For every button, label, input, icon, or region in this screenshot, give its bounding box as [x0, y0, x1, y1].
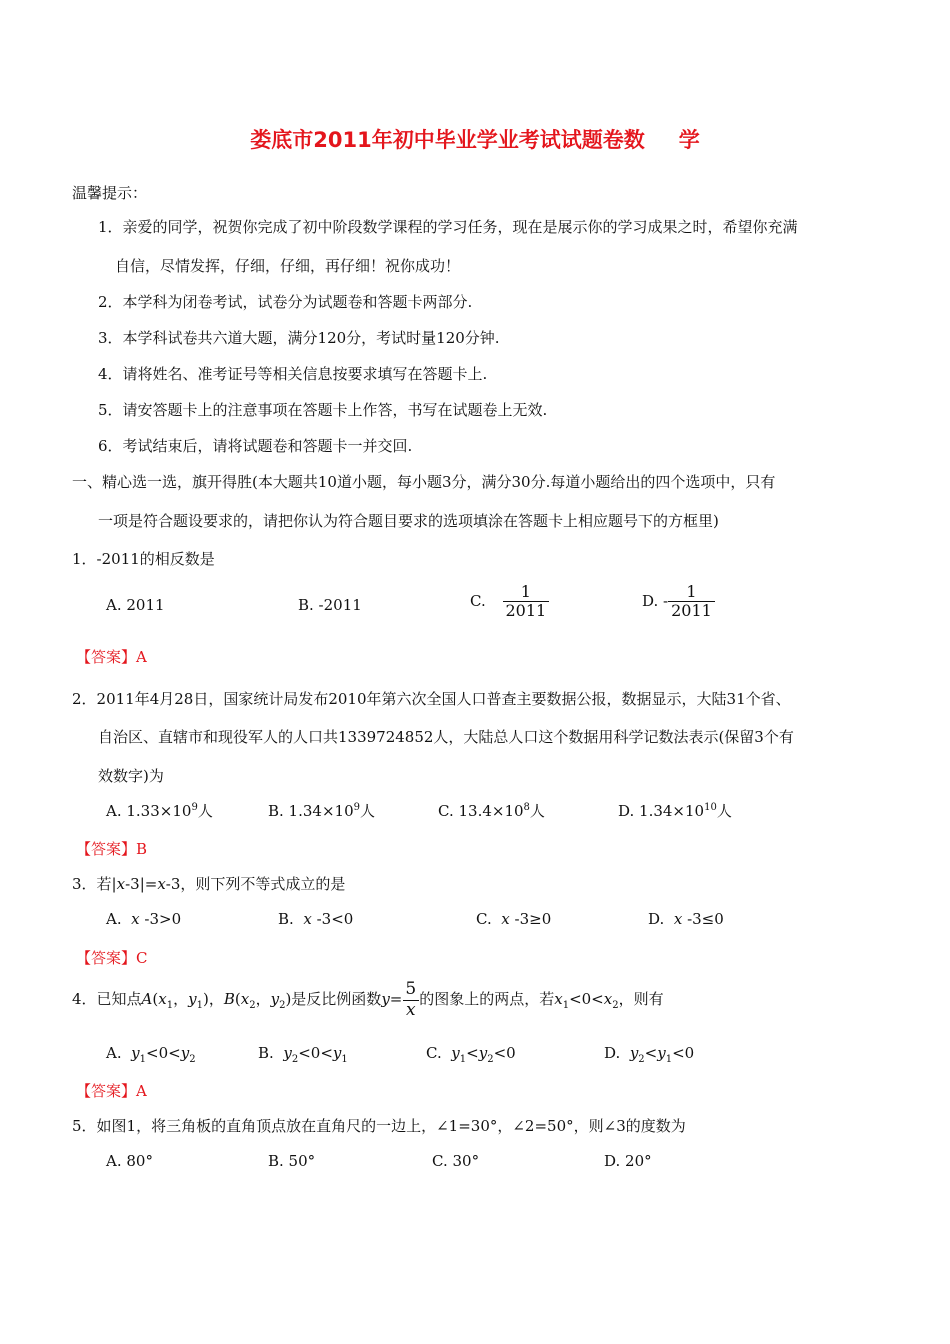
- q1-answer-prefix: 【答案】: [76, 648, 137, 666]
- tip-3: 3．本学科试卷共六道大题，满分120分，考试时量120分钟.: [98, 329, 500, 347]
- q4-option-b: [258, 1044, 348, 1065]
- q2-b-unit: 人: [360, 802, 376, 820]
- q5-option-a: A. 80°: [106, 1152, 153, 1170]
- q5-option-b: B. 50°: [268, 1152, 316, 1170]
- q4-b-comma: ，: [255, 990, 271, 1009]
- q3-stem-var2: x: [157, 875, 166, 893]
- q3-option-d: [648, 910, 724, 928]
- q4-a-mid: <0<: [146, 1044, 181, 1062]
- q2-answer-value: B: [136, 840, 148, 858]
- q3-option-b: [278, 910, 353, 928]
- q4-b-v1-sub: 2: [291, 1054, 299, 1065]
- q4-a-v1: y: [131, 1044, 140, 1062]
- q4-point-a: A: [141, 990, 153, 1009]
- q1-stem: 1．-2011的相反数是: [72, 550, 215, 568]
- q3-option-a: [106, 910, 181, 928]
- q4-d-label: D.: [604, 1044, 621, 1062]
- q4-c-v1: y: [451, 1044, 460, 1062]
- q2-answer: [76, 838, 147, 859]
- q3-a-var: x: [131, 910, 140, 928]
- section1-line2: 一项是符合题设要求的，请把你认为符合题目要求的选项填涂在答题卡上相应题号下的方框里): [98, 512, 719, 530]
- q4-a-x-sub: 1: [166, 1000, 174, 1012]
- q4-b-y-sub: 2: [279, 1000, 286, 1012]
- q3-stem-mid: -3|=: [125, 875, 158, 893]
- tip-4: 4．请将姓名、准考证号等相关信息按要求填写在答题卡上.: [98, 365, 488, 383]
- q2-line1: 2．2011年4月28日，国家统计局发布2010年第六次全国人口普查主要数据公报，数据显示，大陆31个省、: [72, 690, 791, 708]
- tip-2: 2．本学科为闭卷考试，试卷分为试题卷和答题卡两部分.: [98, 293, 473, 311]
- q4-stem-mid: 是反比例函数: [291, 990, 382, 1009]
- q1-d-denominator: 2011: [668, 601, 715, 620]
- q1-answer: [76, 646, 147, 667]
- q4-c-v1-sub: 1: [459, 1054, 467, 1065]
- q2-b-base: B. 1.34×10: [268, 802, 354, 820]
- q3-d-label: D.: [648, 910, 665, 928]
- q4-stem-after: 的图象上的两点，若: [419, 990, 555, 1009]
- q4-b-label: B.: [258, 1044, 274, 1062]
- q4-cond-x1-sub: 1: [562, 1000, 570, 1012]
- q1-option-a: A. 2011: [106, 596, 165, 614]
- q4-a-label: A.: [106, 1044, 122, 1062]
- q4-c-label: C.: [426, 1044, 442, 1062]
- q4-func-eq: =: [389, 990, 403, 1009]
- q2-a-base: A. 1.33×10: [106, 802, 192, 820]
- q4-a-comma: ，: [173, 990, 189, 1009]
- q1-option-c: [470, 583, 549, 621]
- tip-1: 1．亲爱的同学，祝贺你完成了初中阶段数学课程的学习任务，现在是展示你的学习成果之时，希望你充满: [98, 218, 798, 236]
- q3-a-label: A.: [106, 910, 122, 928]
- q4-answer-value: A: [136, 1082, 147, 1100]
- q4-a-v2-sub: 2: [189, 1054, 196, 1065]
- q2-option-c: [438, 800, 545, 821]
- q4-a-y: y: [188, 990, 197, 1009]
- q5-option-d: D. 20°: [604, 1152, 652, 1170]
- q1-d-numerator: 1: [686, 582, 697, 601]
- q3-c-label: C.: [476, 910, 492, 928]
- q4-option-a: [106, 1044, 196, 1065]
- q2-b-exponent: 9: [353, 802, 360, 813]
- q4-b-x-sub: 2: [249, 1000, 256, 1012]
- q1-answer-value: A: [136, 648, 147, 666]
- q3-option-c: [476, 910, 551, 928]
- q3-stem-post: -3，则下列不等式成立的是: [165, 875, 346, 893]
- tip-6: 6．考试结束后，请将试题卷和答题卡一并交回.: [98, 437, 413, 455]
- q1-option-d-label: D. -: [642, 591, 669, 610]
- q4-answer-prefix: 【答案】: [76, 1082, 137, 1100]
- q4-c-v2-sub: 2: [487, 1054, 494, 1065]
- title-tail: 学: [678, 128, 700, 152]
- q3-stem-pre: 3．若|: [72, 875, 117, 893]
- q3-b-var: x: [303, 910, 312, 928]
- q4-cond-x1: x: [554, 990, 563, 1009]
- q4-func-numerator: 5: [405, 979, 417, 999]
- q4-func-y: y: [381, 990, 390, 1009]
- q1-c-denominator: 2011: [503, 601, 550, 620]
- q4-b-y: y: [270, 990, 280, 1009]
- q2-c-exponent: 8: [523, 802, 530, 813]
- q3-stem-var1: x: [116, 875, 126, 893]
- q4-a-v2: y: [180, 1044, 190, 1062]
- q3-c-rest: -3≥0: [514, 910, 552, 928]
- q4-b-x: x: [240, 990, 250, 1009]
- tip-5: 5．请安答题卡上的注意事项在答题卡上作答，书写在试题卷上无效.: [98, 401, 548, 419]
- q2-option-a: [106, 800, 213, 821]
- q2-d-exponent: 10: [704, 802, 717, 813]
- q4-b-v2-sub: 1: [341, 1054, 348, 1065]
- q4-d-v2-sub: 1: [665, 1054, 673, 1065]
- q3-b-rest: -3<0: [316, 910, 354, 928]
- q4-a-y-sub: 1: [196, 1000, 203, 1012]
- section1-line1: 一、精心选一选，旗开得胜(本大题共10道小题，每小题3分，满分30分.每道小题给出的四个选项中，只有: [72, 473, 776, 491]
- q4-func-fraction: [402, 980, 419, 1020]
- q3-answer-value: C: [136, 949, 148, 967]
- q4-cond-x2-sub: 2: [612, 1000, 619, 1012]
- tip-1-cont: 自信，尽情发挥，仔细，仔细，再仔细！祝你成功！: [115, 257, 461, 275]
- q4-option-d: D. $y_2<y_1<0$: [604, 1044, 695, 1065]
- q1-option-b: B. -2011: [298, 596, 362, 614]
- q2-d-base: D. 1.34×10: [618, 802, 705, 820]
- q4-stem: 4．已知点$A(x_1$，$y_1$)，$B(x_2$，$y_2$)是反比例函数y= $\frac{5}{x}$ 的图象上的两点，若$x_1<0<x_2$，则有: [72, 979, 664, 1020]
- q4-stem-pre: 4．已知点: [72, 990, 142, 1009]
- q2-answer-prefix: 【答案】: [76, 840, 137, 858]
- q4-answer: [76, 1080, 147, 1101]
- q2-option-b: [268, 800, 375, 821]
- q2-line2: 自治区、直辖市和现役军人的人口共1339724852人，大陆总人口这个数据用科学记数法表示(保留3个有: [98, 728, 794, 746]
- q4-b-mid: <0<: [298, 1044, 333, 1062]
- q1-option-c-fraction: [503, 583, 550, 621]
- q3-b-label: B.: [278, 910, 294, 928]
- q1-option-c-label: C.: [470, 591, 486, 610]
- q4-a-v1-sub: 1: [139, 1054, 147, 1065]
- q4-d-v1: y: [629, 1044, 639, 1062]
- q4-d-v1-sub: 2: [638, 1054, 645, 1065]
- q3-d-rest: -3≤0: [687, 910, 724, 928]
- q4-a-x: x: [158, 990, 167, 1009]
- q1-c-numerator: 1: [520, 582, 531, 601]
- q3-stem: [72, 873, 345, 894]
- tips-heading: 温馨提示：: [72, 184, 148, 202]
- q2-c-base: C. 13.4×10: [438, 802, 524, 820]
- q2-option-d: [618, 800, 732, 821]
- q4-point-b: B: [223, 990, 235, 1009]
- q4-cond-x2: x: [603, 990, 613, 1009]
- q3-answer-prefix: 【答案】: [76, 949, 137, 967]
- q3-a-rest: -3>0: [144, 910, 182, 928]
- q4-b-v2: y: [332, 1044, 342, 1062]
- q5-stem: 5．如图1，将三角板的直角顶点放在直角尺的一边上，∠1=30°，∠2=50°，则∠3的度数为: [72, 1117, 686, 1135]
- q5-option-c: C. 30°: [432, 1152, 480, 1170]
- q4-d-v2: y: [657, 1044, 666, 1062]
- q2-d-unit: 人: [716, 802, 732, 820]
- q2-a-unit: 人: [197, 802, 213, 820]
- q2-c-unit: 人: [529, 802, 545, 820]
- q4-cond-end: ，则有: [618, 990, 664, 1009]
- q4-b-v1: y: [283, 1044, 292, 1062]
- q3-answer: [76, 947, 148, 968]
- q3-d-var: x: [673, 910, 683, 928]
- q4-c-v2: y: [478, 1044, 488, 1062]
- q4-option-c: C. $y_1<y_2<0$: [426, 1044, 516, 1065]
- q4-cond-mid: <0<: [569, 990, 604, 1009]
- title-main: 娄底市2011年初中毕业学业考试试题卷数: [250, 128, 645, 152]
- q3-c-var: x: [501, 910, 510, 928]
- q1-option-d: [642, 583, 715, 621]
- page-title: [0, 124, 950, 154]
- q1-option-d-fraction: [668, 583, 715, 621]
- q2-a-exponent: 9: [191, 802, 198, 813]
- q4-func-denominator: x: [403, 1000, 419, 1021]
- q2-line3: 效数字)为: [98, 767, 164, 785]
